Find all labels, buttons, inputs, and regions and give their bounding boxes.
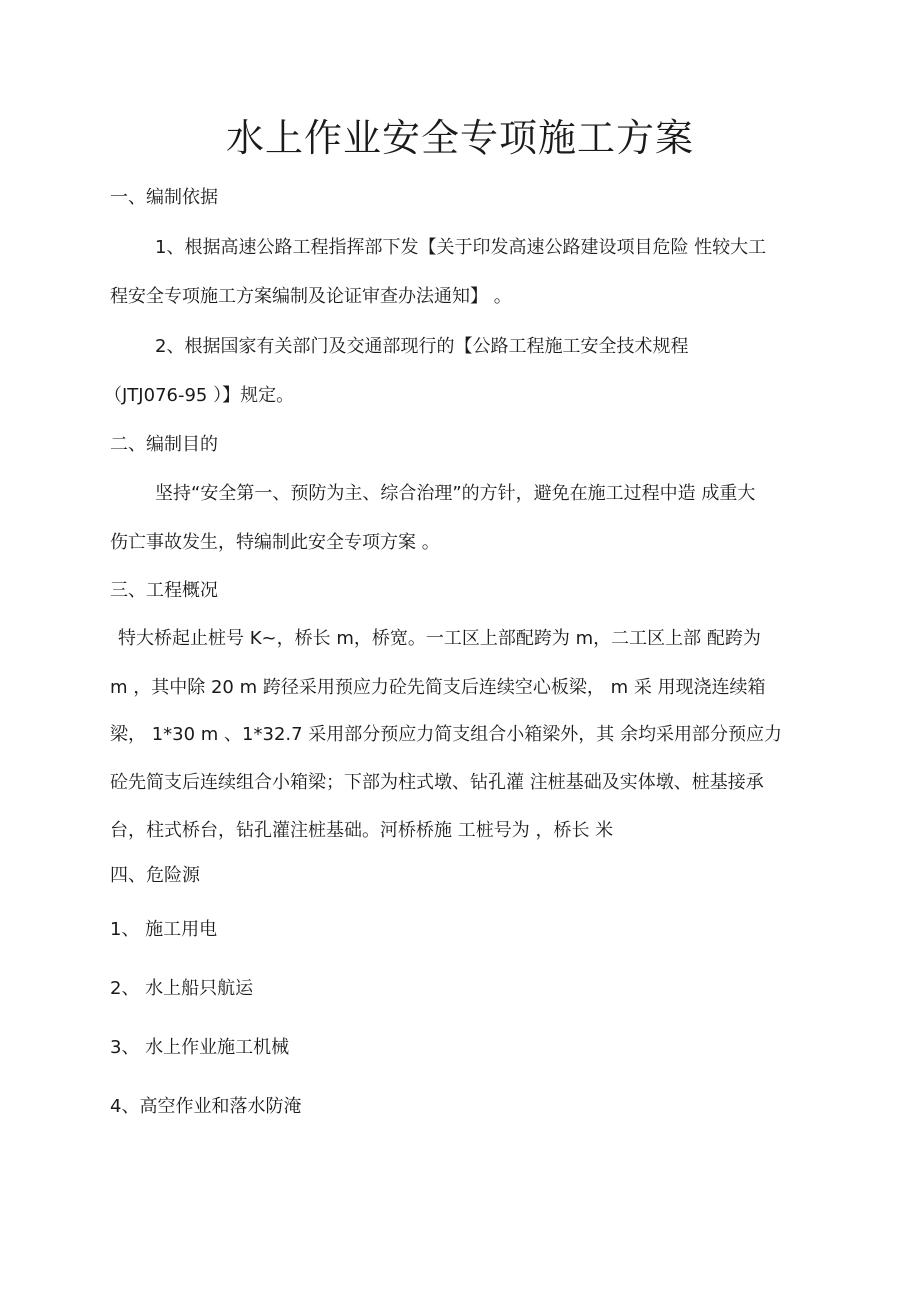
basis-item-2-line-2: （JTJ076-95 ）】规定。 (104, 385, 295, 406)
hazard-item-2: 2、 水上船只航运 (110, 978, 254, 999)
purpose-paragraph-line-1: 坚持“安全第一、预防为主、综合治理”的方针，避免在施工过程中造 成重大 (155, 483, 756, 504)
purpose-paragraph-line-2: 伤亡事故发生，特编制此安全专项方案 。 (110, 532, 440, 553)
basis-item-2-line-1: 2、根据国家有关部门及交通部现行的【公路工程施工安全技术规程 (155, 336, 689, 357)
hazard-item-4: 4、高空作业和落水防淹 (110, 1096, 302, 1117)
section-heading-basis: 一、编制依据 (110, 187, 218, 208)
document-title: 水上作业安全专项施工方案 (225, 116, 694, 160)
basis-item-1-line-1: 1、根据高速公路工程指挥部下发【关于印发高速公路建设项目危险 性较大工 (155, 237, 767, 258)
section-heading-hazards: 四、危险源 (110, 865, 200, 886)
overview-paragraph-line-4: 砼先简支后连续组合小箱梁；下部为柱式墩、钻孔灌 注桩基础及实体墩、桩基接承 (110, 772, 764, 793)
hazard-item-1: 1、 施工用电 (110, 919, 218, 940)
hazard-item-3: 3、 水上作业施工机械 (110, 1037, 290, 1058)
overview-paragraph-line-2: m ，其中除 20 m 跨径采用预应力砼先简支后连续空心板梁， m 采 用现浇连续箱 (110, 677, 766, 698)
basis-item-1-line-2: 程安全专项施工方案编制及论证审查办法通知】 。 (110, 286, 512, 307)
overview-paragraph-line-1: 特大桥起止桩号 K~，桥长 m，桥宽。一工区上部配跨为 m，二工区上部 配跨为 (118, 628, 761, 649)
overview-paragraph-line-3: 梁， 1*30 m 、1*32.7 采用部分预应力简支组合小箱梁外，其 余均采用部分预应力 (110, 724, 783, 745)
section-heading-overview: 三、工程概况 (110, 580, 218, 601)
section-heading-purpose: 二、编制目的 (110, 434, 218, 455)
overview-paragraph-line-5: 台，柱式桥台，钻孔灌注桩基础。河桥桥施 工桩号为 ，桥长 米 (110, 820, 614, 841)
